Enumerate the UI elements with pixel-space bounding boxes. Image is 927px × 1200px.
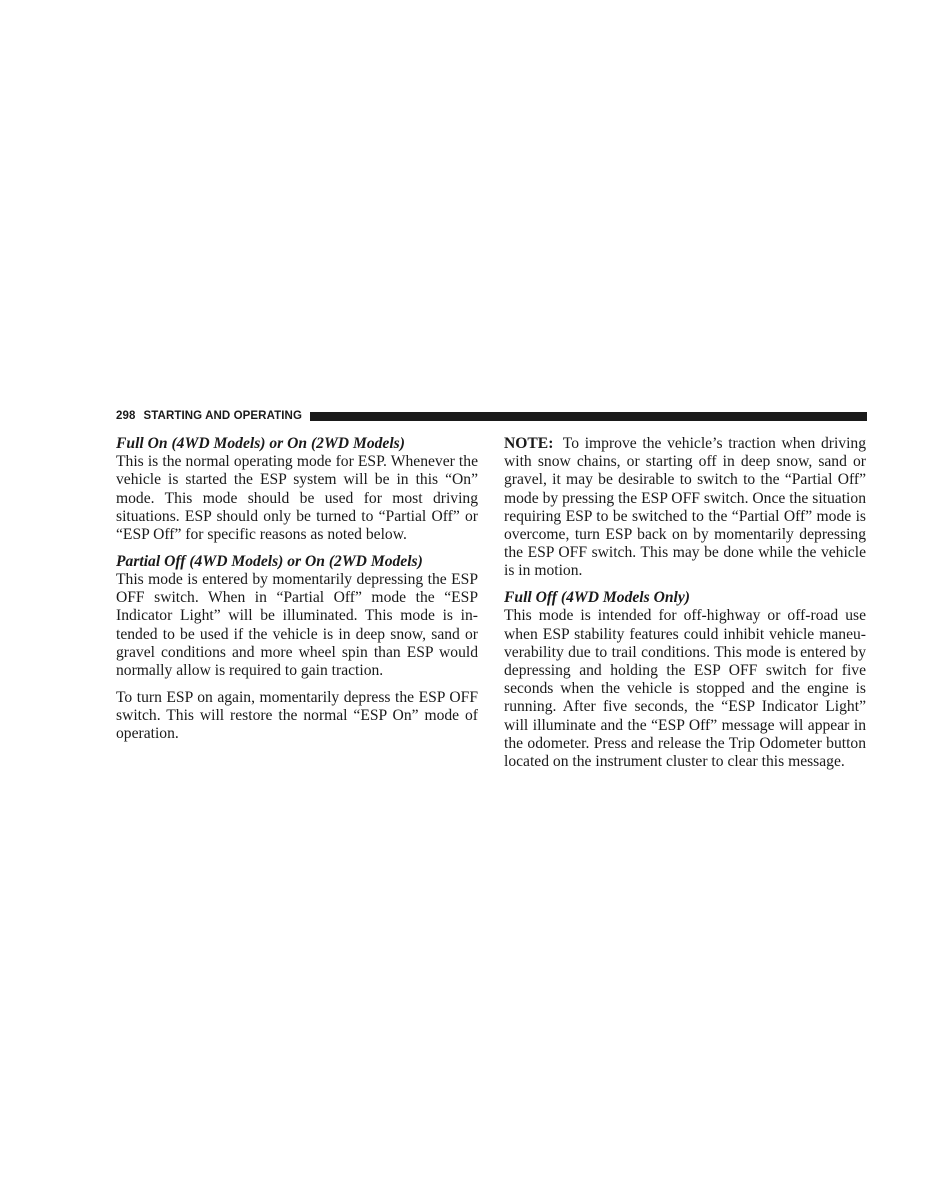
header-rule bbox=[310, 412, 867, 421]
page-number: 298 bbox=[116, 410, 136, 422]
left-column bbox=[116, 435, 478, 752]
section-title: STARTING AND OPERATING bbox=[143, 410, 303, 422]
right-column bbox=[504, 435, 866, 780]
turn-on-paragraph: To turn ESP on again, momentarily depress the ESP OFF switch. This will restore the normal “ESP On” mode of operation. bbox=[116, 688, 478, 743]
full-on-paragraph: This is the normal operating mode for ESP. Whenever the vehicle is started the ESP system will be in this “On” mode. This mode should be used for most driving situations. ESP should only be turned to “Partial Off” or “ESP Off” for specific reasons as noted below. bbox=[116, 453, 478, 544]
note-paragraph bbox=[504, 435, 866, 581]
full-on-heading: Full On (4WD Models) or On (2WD Models) bbox=[116, 435, 405, 452]
note-text: To improve the vehicle’s traction when driving with snow chains, or starting off in deep snow, sand or gravel, it may be desirable to switch to the “Partial Off” mode by pressing the ESP OFF switch. Once the situation requiring ESP to be switched to the “Partial Off” mode is overcome, turn ESP back on by momentarily depressing the ESP OFF switch. This may be done while the vehicle is in motion. bbox=[504, 435, 866, 580]
partial-off-paragraph: This mode is entered by momentarily depressing the ESP OFF switch. When in “Partial Off” mode the “ESP Indicator Light” will be illuminated. This mode is intended to be used if the vehicle is in deep snow, sand or gravel conditions and more wheel spin than ESP would normally allow is required to gain traction. bbox=[116, 570, 478, 679]
partial-off-heading: Partial Off (4WD Models) or On (2WD Models) bbox=[116, 552, 423, 570]
page-header bbox=[116, 409, 867, 423]
note-label: NOTE: bbox=[504, 435, 554, 452]
full-off-paragraph: This mode is intended for off-highway or off-road use when ESP stability features could inhibit vehicle maneuverability due to trail conditions. This mode is entered by depressing and holding the ESP OFF switch for five seconds when the vehicle is stopped and the engine is running. After five seconds, the “ESP Indicator Light” will illuminate and the “ESP Off” message will appear in the odometer. Press and release the Trip Odometer button located on the instrument cluster to clear this message. bbox=[504, 607, 866, 770]
full-off-heading: Full Off (4WD Models Only) bbox=[504, 589, 690, 607]
